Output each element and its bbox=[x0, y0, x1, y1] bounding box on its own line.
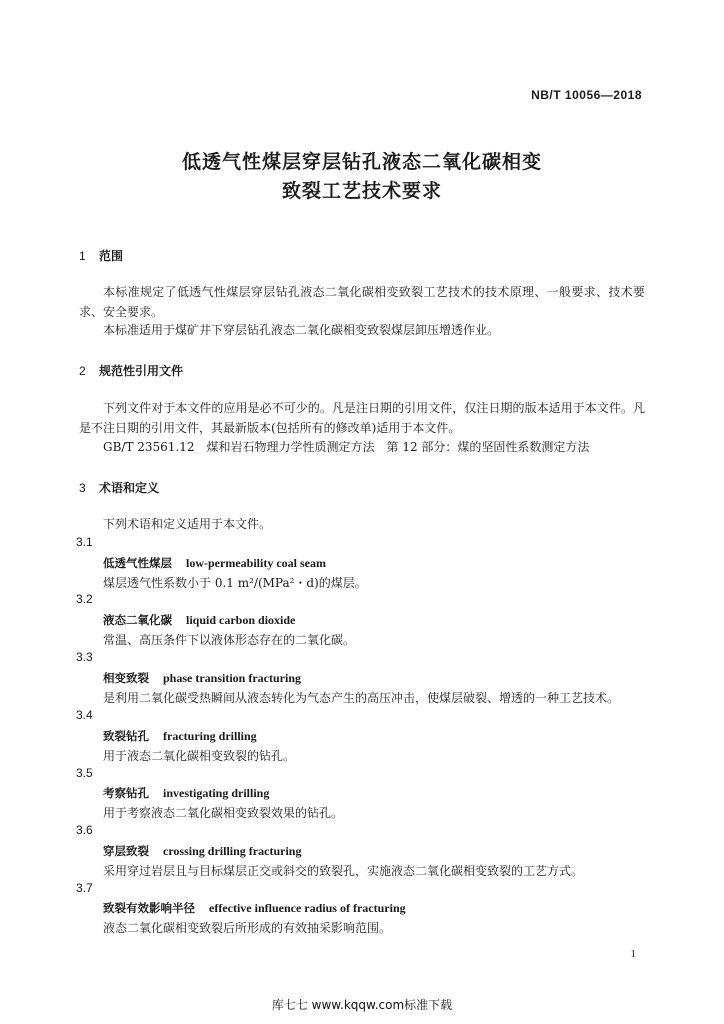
term-title bbox=[103, 785, 269, 801]
term-definition: 煤层透气性系数小于 0.1 m²/(MPa²・d)的煤层。 bbox=[103, 576, 367, 590]
standard-code: NB/T 10056—2018 bbox=[531, 88, 642, 102]
term-english: fracturing drilling bbox=[163, 729, 257, 743]
term-definition: 常温、高压条件下以液体形态存在的二氧化碳。 bbox=[103, 633, 356, 647]
term-number: 3.3 bbox=[76, 650, 93, 664]
term-number: 3.5 bbox=[76, 766, 93, 780]
term-title bbox=[103, 843, 301, 859]
terms-intro: 下列术语和定义适用于本文件。 bbox=[103, 517, 272, 531]
section-title: 规范性引用文件 bbox=[99, 364, 184, 378]
section-title: 术语和定义 bbox=[99, 481, 160, 495]
term-chinese: 低透气性煤层 bbox=[103, 556, 172, 570]
term-english: liquid carbon dioxide bbox=[186, 613, 296, 627]
term-english: low-permeability coal seam bbox=[186, 556, 326, 570]
term-chinese: 致裂钻孔 bbox=[103, 729, 149, 743]
term-english: crossing drilling fracturing bbox=[163, 844, 302, 858]
references-paragraph: 下列文件对于本文件的应用是必不可少的。凡是注日期的引用文件，仅注日期的版本适用于本文件。凡是不注日期的引用文件，其最新版本(包括所有的修改单)适用于本文件。 bbox=[79, 401, 645, 435]
term-english: effective influence radius of fracturing bbox=[209, 901, 406, 915]
term-number: 3.2 bbox=[76, 592, 93, 606]
term-number: 3.6 bbox=[76, 823, 93, 837]
term-title bbox=[103, 670, 301, 686]
term-chinese: 致裂有效影响半径 bbox=[103, 901, 195, 915]
section-title: 范围 bbox=[99, 249, 124, 263]
scope-paragraph-2: 本标准适用于煤矿井下穿层钻孔液态二氧化碳相变致裂煤层卸压增透作业。 bbox=[103, 323, 500, 337]
term-definition: 液态二氧化碳相变致裂后所形成的有效抽采影响范围。 bbox=[103, 921, 392, 935]
term-definition: 是利用二氧化碳受热瞬间从液态转化为气态产生的高压冲击，使煤层破裂、增透的一种工艺技术。 bbox=[103, 691, 620, 705]
document-title-line1: 低透气性煤层穿层钻孔液态二氧化碳相变 bbox=[181, 151, 542, 173]
section-heading-terms bbox=[79, 479, 159, 496]
term-number: 3.7 bbox=[76, 881, 93, 895]
section-number: 3 bbox=[79, 481, 86, 495]
term-title bbox=[103, 728, 257, 744]
term-definition: 用于考察液态二氧化碳相变致裂效果的钻孔。 bbox=[103, 806, 344, 820]
term-chinese: 穿层致裂 bbox=[103, 844, 149, 858]
section-heading-references bbox=[79, 362, 183, 379]
term-english: investigating drilling bbox=[163, 786, 270, 800]
scope-paragraph-1: 本标准规定了低透气性煤层穿层钻孔液态二氧化碳相变致裂工艺技术的技术原理、一般要求、技术要求、安全要求。 bbox=[79, 285, 645, 319]
section-heading-scope bbox=[79, 247, 123, 264]
term-english: phase transition fracturing bbox=[163, 671, 301, 685]
page-number: 1 bbox=[630, 948, 636, 960]
term-chinese: 液态二氧化碳 bbox=[103, 613, 172, 627]
term-title bbox=[103, 612, 295, 628]
reference-item: GB/T 23561.12 煤和岩石物理力学性质测定方法 第 12 部分：煤的坚固性系数测定方法 bbox=[103, 440, 590, 454]
term-definition: 用于液态二氧化碳相变致裂的钻孔。 bbox=[103, 749, 296, 763]
term-definition: 采用穿过岩层且与目标煤层正交或斜交的致裂孔，实施液态二氧化碳相变致裂的工艺方式。 bbox=[103, 864, 584, 878]
term-number: 3.1 bbox=[76, 535, 93, 549]
section-number: 2 bbox=[79, 364, 86, 378]
footer-watermark[interactable]: 库七七 www.kqqw.com标准下载 bbox=[271, 998, 453, 1012]
term-chinese: 相变致裂 bbox=[103, 671, 149, 685]
term-number: 3.4 bbox=[76, 708, 93, 722]
term-chinese: 考察钻孔 bbox=[103, 786, 149, 800]
term-title bbox=[103, 900, 406, 916]
section-number: 1 bbox=[79, 249, 86, 263]
document-title-line2: 致裂工艺技术要求 bbox=[281, 180, 442, 202]
term-title bbox=[103, 555, 326, 571]
